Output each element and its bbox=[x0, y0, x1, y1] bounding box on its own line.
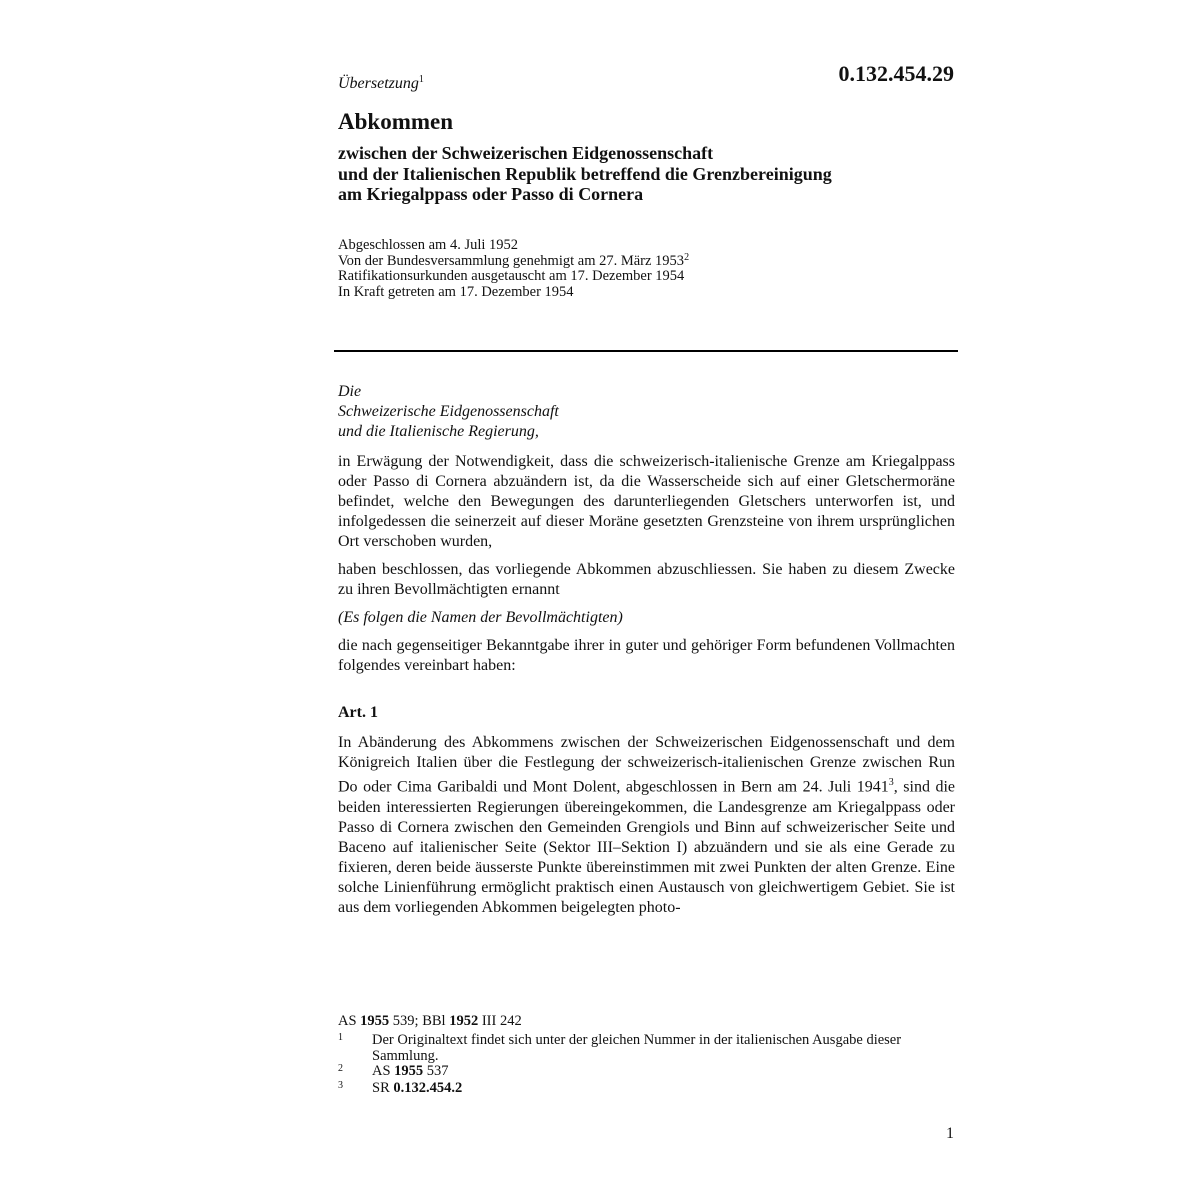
source-as-rest: 539; BBl bbox=[389, 1013, 450, 1029]
article-text bbox=[338, 733, 955, 918]
subtitle-line: am Kriegalppass oder Passo di Cornera bbox=[338, 184, 644, 204]
footnote-year: 1955 bbox=[394, 1063, 424, 1079]
footnote-text bbox=[372, 1081, 938, 1097]
in-force-date: In Kraft getreten am 17. Dezember 1954 bbox=[338, 283, 574, 300]
page-number: 1 bbox=[946, 1125, 954, 1142]
parties-line: Schweizerische Eidgenossenschaft bbox=[338, 403, 559, 420]
approved-date-text: Von der Bundesversammlung genehmigt am 27. März 1953 bbox=[338, 252, 685, 269]
footnote-text bbox=[372, 1064, 938, 1080]
source-as-year: 1955 bbox=[360, 1013, 390, 1029]
document-title: Abkommen bbox=[338, 109, 454, 134]
concluded-date: Abgeschlossen am 4. Juli 1952 bbox=[338, 237, 519, 253]
plenipotentiaries-note: (Es folgen die Namen der Bevollmächtigten) bbox=[338, 609, 623, 626]
footnote-ref-1[interactable]: 1 bbox=[418, 74, 424, 85]
source-bbl-year: 1952 bbox=[449, 1013, 479, 1029]
contracting-parties bbox=[338, 382, 559, 442]
preamble-paragraph: die nach gegenseitiger Bekanntgabe ihrer in guter und gehöriger Form befundenen Vollmachten folgendes vereinbart haben: bbox=[338, 637, 955, 674]
translation-label bbox=[338, 74, 424, 93]
footnote-3 bbox=[338, 1081, 938, 1097]
ratification-date: Ratifikationsurkunden ausgetauscht am 17. Dezember 1954 bbox=[338, 268, 685, 284]
translation-label-text: Übersetzung bbox=[338, 75, 419, 92]
footnote-mark: 1 bbox=[338, 1032, 343, 1043]
footnote-mark: 2 bbox=[338, 1063, 343, 1074]
source-bbl-rest: III 242 bbox=[478, 1013, 522, 1029]
document-subtitle bbox=[338, 143, 832, 205]
footnote-1 bbox=[338, 1033, 938, 1064]
treaty-dates bbox=[338, 238, 689, 300]
article-text-part: In Abänderung des Abkommens zwischen der Schweizerischen Eidgenossenschaft und dem Königreich Italien über die Festlegung der schweizerisch-italienischen Grenze zwischen Run Do oder Cima Garibaldi und Mont Dolent, abgeschlossen in Bern am 24. Juli 1941 bbox=[338, 734, 955, 796]
approved-date bbox=[338, 251, 690, 270]
source-reference bbox=[338, 1013, 522, 1030]
footnote-mark: 3 bbox=[338, 1080, 343, 1091]
source-as-prefix: AS bbox=[338, 1013, 361, 1029]
footnote-2 bbox=[338, 1064, 938, 1080]
footnote-sr-number[interactable]: 0.132.454.2 bbox=[393, 1080, 463, 1096]
footnote-prefix: AS bbox=[372, 1063, 395, 1079]
parties-line: Die bbox=[338, 383, 362, 400]
footnote-text: Der Originaltext findet sich unter der gleichen Nummer in der italienischen Ausgabe dieser Sammlung. bbox=[372, 1032, 902, 1064]
subtitle-line: zwischen der Schweizerischen Eidgenossenschaft bbox=[338, 143, 714, 163]
article-heading: Art. 1 bbox=[338, 704, 378, 721]
sr-number: 0.132.454.29 bbox=[838, 61, 954, 86]
preamble-paragraph: in Erwägung der Notwendigkeit, dass die schweizerisch-italienische Grenze am Kriegalppass oder Passo di Cornera abzuändern ist, da die Wasserscheide sich auf einer Gletschermoräne befindet, welche den Bewegungen des darunterliegenden Gletschers unterworfen ist, und infolgedessen die seinerzeit auf dieser Moräne gesetzten Grenzsteine von ihrem ursprünglichen Ort verschoben wurden, bbox=[338, 453, 955, 550]
footnote-rest: 537 bbox=[423, 1063, 449, 1079]
article-text-part: , sind die beiden interessierten Regierungen übereingekommen, die Landesgrenze am Kriegalppass oder Passo di Cornera zwischen den Gemeinden Grengiols und Binn auf schweizerischer Seite und Baceno auf italienischer Seite (Sektor III–Sektion I) abzuändern und sie als eine Gerade zu fixieren, deren beide äusserste Punkte übereinstimmen mit zwei Punkten der alten Grenze. Eine solche Linienführung ermöglicht praktisch einen Austausch von gleichwertigem Gebiet. Sie ist aus dem vorliegenden Abkommen beigelegten photo- bbox=[338, 778, 956, 917]
footnote-ref-2[interactable]: 2 bbox=[684, 251, 690, 263]
subtitle-line: und der Italienischen Republik betreffend die Grenzbereinigung bbox=[338, 163, 832, 184]
horizontal-rule bbox=[334, 350, 958, 352]
footnote-ref-3[interactable]: 3 bbox=[888, 777, 894, 789]
preamble-paragraph: haben beschlossen, das vorliegende Abkommen abzuschliessen. Sie haben zu diesem Zwecke zu ihren Bevollmächtigten ernannt bbox=[338, 561, 955, 598]
footnote-prefix: SR bbox=[372, 1080, 394, 1096]
parties-line: und die Italienische Regierung, bbox=[338, 423, 539, 440]
